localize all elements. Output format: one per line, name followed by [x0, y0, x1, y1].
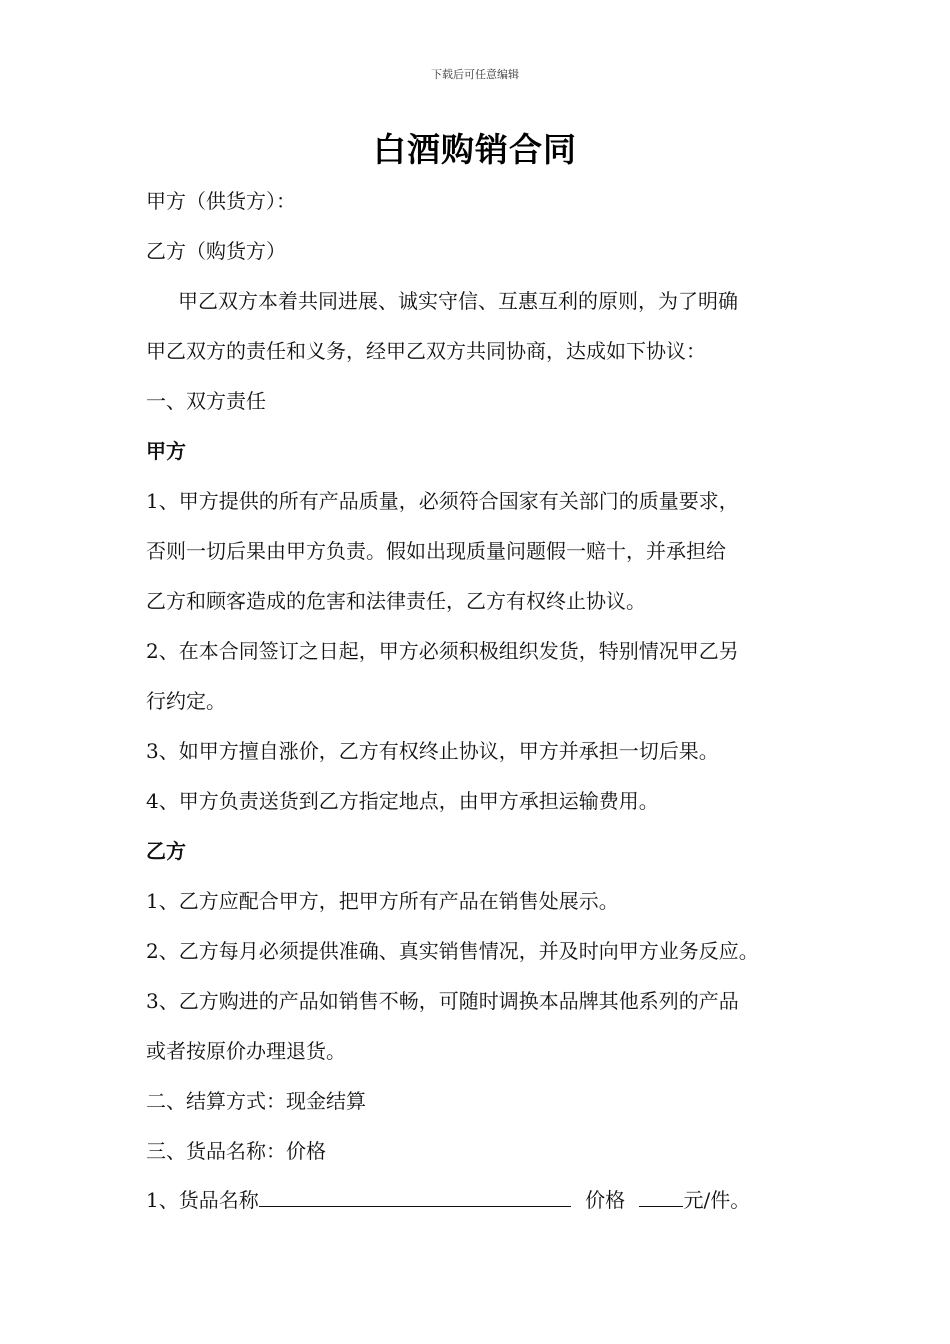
document-title: 白酒购销合同	[373, 130, 577, 169]
party-b-line: 乙方（购货方）	[146, 239, 286, 263]
preamble-line: 甲乙双方的责任和义务，经甲乙双方共同协商，达成如下协议：	[146, 339, 706, 363]
clause-line: 3、如甲方擅自涨价，乙方有权终止协议，甲方并承担一切后果。	[146, 739, 719, 763]
item-line	[146, 1186, 836, 1214]
item-price-label: 价格	[585, 1188, 626, 1212]
item-price-blank[interactable]	[639, 1186, 683, 1207]
clause-line: 2、乙方每月必须提供准确、真实销售情况，并及时向甲方业务反应。	[146, 939, 759, 963]
header-note: 下载后可任意编辑	[431, 68, 519, 81]
section-heading: 一、双方责任	[146, 389, 266, 413]
clause-line: 2、在本合同签订之日起，甲方必须积极组织发货，特别情况甲乙另	[146, 639, 739, 663]
clause-line: 行约定。	[146, 689, 226, 713]
clause-line: 否则一切后果由甲方负责。假如出现质量问题假一赔十，并承担给	[146, 539, 726, 563]
party-a-heading: 甲方	[146, 439, 186, 463]
clause-line: 1、甲方提供的所有产品质量，必须符合国家有关部门的质量要求，	[146, 489, 739, 513]
item-name-label: 1、货品名称	[146, 1188, 259, 1212]
section-heading: 二、结算方式：现金结算	[146, 1089, 366, 1113]
preamble-line: 甲乙双方本着共同进展、诚实守信、互惠互利的原则，为了明确	[178, 289, 738, 313]
clause-line: 1、乙方应配合甲方，把甲方所有产品在销售处展示。	[146, 889, 619, 913]
party-b-heading: 乙方	[146, 839, 186, 863]
clause-line: 乙方和顾客造成的危害和法律责任，乙方有权终止协议。	[146, 589, 646, 613]
item-name-blank[interactable]	[259, 1186, 571, 1207]
clause-line: 或者按原价办理退货。	[146, 1039, 346, 1063]
item-price-unit: 元/件。	[683, 1188, 751, 1212]
clause-line: 4、甲方负责送货到乙方指定地点，由甲方承担运输费用。	[146, 789, 659, 813]
section-heading: 三、货品名称：价格	[146, 1139, 326, 1163]
party-a-line: 甲方（供货方）：	[146, 189, 296, 213]
clause-line: 3、乙方购进的产品如销售不畅，可随时调换本品牌其他系列的产品	[146, 989, 739, 1013]
